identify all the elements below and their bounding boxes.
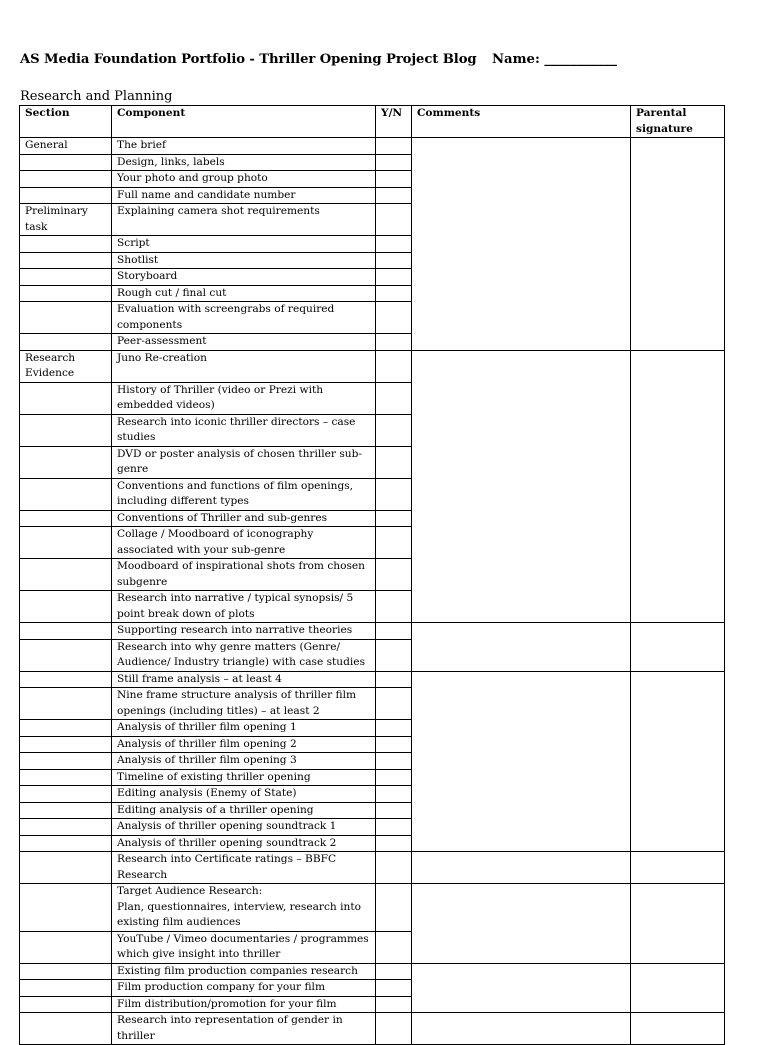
section-cell: [20, 446, 112, 478]
parental-signature-cell[interactable]: [631, 671, 725, 852]
component-cell: Collage / Moodboard of iconography associated with your sub-genre: [112, 527, 376, 559]
table-row: [20, 623, 725, 640]
section-cell: [20, 414, 112, 446]
yn-cell[interactable]: [376, 510, 412, 527]
table-header-row: [20, 106, 725, 138]
yn-cell[interactable]: [376, 884, 412, 932]
yn-cell[interactable]: [376, 720, 412, 737]
section-cell: General: [20, 138, 112, 155]
component-cell: Full name and candidate number: [112, 187, 376, 204]
yn-cell[interactable]: [376, 671, 412, 688]
yn-cell[interactable]: [376, 446, 412, 478]
section-cell: [20, 591, 112, 623]
component-cell: Conventions of Thriller and sub-genres: [112, 510, 376, 527]
yn-cell[interactable]: [376, 478, 412, 510]
section-cell: [20, 802, 112, 819]
section-cell: [20, 884, 112, 932]
table-row: [20, 884, 725, 932]
comments-cell[interactable]: [412, 852, 631, 884]
parental-signature-cell[interactable]: [631, 884, 725, 964]
yn-cell[interactable]: [376, 350, 412, 382]
component-cell: Analysis of thriller opening soundtrack 1: [112, 819, 376, 836]
section-cell: [20, 236, 112, 253]
comments-cell[interactable]: [412, 671, 631, 852]
component-cell: Research into narrative / typical synopsis/ 5 point break down of plots: [112, 591, 376, 623]
table-row: [20, 963, 725, 980]
table-row: [20, 350, 725, 382]
component-cell: Still frame analysis – at least 4: [112, 671, 376, 688]
yn-cell[interactable]: [376, 154, 412, 171]
component-cell: Research into iconic thriller directors – case studies: [112, 414, 376, 446]
yn-cell[interactable]: [376, 688, 412, 720]
component-cell: Analysis of thriller film opening 2: [112, 736, 376, 753]
section-cell: [20, 736, 112, 753]
yn-cell[interactable]: [376, 414, 412, 446]
section-cell: [20, 769, 112, 786]
header-component: Component: [112, 106, 376, 138]
parental-signature-cell[interactable]: [631, 852, 725, 884]
yn-cell[interactable]: [376, 252, 412, 269]
component-cell: Shotlist: [112, 252, 376, 269]
yn-cell[interactable]: [376, 835, 412, 852]
header-section: Section: [20, 106, 112, 138]
component-cell: Conventions and functions of film openings, including different types: [112, 478, 376, 510]
component-cell: Film production company for your film: [112, 980, 376, 997]
yn-cell[interactable]: [376, 302, 412, 334]
section-cell: [20, 671, 112, 688]
section-cell: [20, 623, 112, 640]
component-cell: Film distribution/promotion for your film: [112, 996, 376, 1013]
yn-cell[interactable]: [376, 204, 412, 236]
yn-cell[interactable]: [376, 753, 412, 770]
component-cell: Research into Certificate ratings – BBFC Research: [112, 852, 376, 884]
component-cell: Editing analysis of a thriller opening: [112, 802, 376, 819]
section-cell: [20, 478, 112, 510]
section-cell: [20, 996, 112, 1013]
table-row: [20, 1013, 725, 1045]
comments-cell[interactable]: [412, 623, 631, 672]
component-cell: Your photo and group photo: [112, 171, 376, 188]
comments-cell[interactable]: [412, 884, 631, 964]
yn-cell[interactable]: [376, 980, 412, 997]
yn-cell[interactable]: [376, 527, 412, 559]
yn-cell[interactable]: [376, 963, 412, 980]
component-cell: Script: [112, 236, 376, 253]
comments-cell[interactable]: [412, 138, 631, 351]
yn-cell[interactable]: [376, 236, 412, 253]
section-cell: [20, 639, 112, 671]
section-cell: [20, 269, 112, 286]
section-cell: [20, 171, 112, 188]
component-cell: Rough cut / final cut: [112, 285, 376, 302]
table-row: [20, 671, 725, 688]
section-cell: [20, 154, 112, 171]
parental-signature-cell[interactable]: [631, 350, 725, 623]
parental-signature-cell[interactable]: [631, 1013, 725, 1045]
yn-cell[interactable]: [376, 187, 412, 204]
parental-signature-cell[interactable]: [631, 623, 725, 672]
section-cell: [20, 931, 112, 963]
yn-cell[interactable]: [376, 996, 412, 1013]
component-cell: Moodboard of inspirational shots from chosen subgenre: [112, 559, 376, 591]
component-cell: Research into why genre matters (Genre/ Audience/ Industry triangle) with case studies: [112, 639, 376, 671]
comments-cell[interactable]: [412, 350, 631, 623]
parental-signature-cell[interactable]: [631, 963, 725, 1013]
component-cell: History of Thriller (video or Prezi with embedded videos): [112, 382, 376, 414]
yn-cell[interactable]: [376, 382, 412, 414]
component-cell: Research into representation of gender in thriller: [112, 1013, 376, 1045]
name-field-label: Name: ___________: [492, 52, 617, 67]
section-heading: Research and Planning: [20, 89, 173, 104]
component-cell: YouTube / Vimeo documentaries / programmes which give insight into thriller: [112, 931, 376, 963]
header-yn: Y/N: [376, 106, 412, 138]
component-cell: Evaluation with screengrabs of required components: [112, 302, 376, 334]
yn-cell[interactable]: [376, 931, 412, 963]
section-cell: [20, 835, 112, 852]
checklist-table: [19, 105, 725, 1045]
component-cell: Analysis of thriller film opening 3: [112, 753, 376, 770]
section-cell: [20, 963, 112, 980]
component-cell: Supporting research into narrative theories: [112, 623, 376, 640]
yn-cell[interactable]: [376, 171, 412, 188]
component-cell: Explaining camera shot requirements: [112, 204, 376, 236]
table-row: [20, 138, 725, 155]
component-cell: Existing film production companies research: [112, 963, 376, 980]
component-cell: Peer-assessment: [112, 334, 376, 351]
section-cell: [20, 334, 112, 351]
section-cell: [20, 285, 112, 302]
section-cell: [20, 753, 112, 770]
yn-cell[interactable]: [376, 802, 412, 819]
yn-cell[interactable]: [376, 769, 412, 786]
header-parental-signature: Parental signature: [631, 106, 725, 138]
yn-cell[interactable]: [376, 285, 412, 302]
section-cell: Research Evidence: [20, 350, 112, 382]
section-cell: [20, 819, 112, 836]
table-row: [20, 852, 725, 884]
comments-cell[interactable]: [412, 1013, 631, 1045]
page-title: AS Media Foundation Portfolio - Thriller Opening Project Blog: [20, 52, 477, 67]
section-cell: [20, 187, 112, 204]
yn-cell[interactable]: [376, 736, 412, 753]
yn-cell[interactable]: [376, 559, 412, 591]
section-cell: [20, 510, 112, 527]
section-cell: [20, 1013, 112, 1045]
component-cell: Target Audience Research: Plan, questionnaires, interview, research into existing film audiences: [112, 884, 376, 932]
component-cell: The brief: [112, 138, 376, 155]
section-cell: [20, 559, 112, 591]
component-cell: Editing analysis (Enemy of State): [112, 786, 376, 803]
section-cell: [20, 786, 112, 803]
yn-cell[interactable]: [376, 138, 412, 155]
table-body: [20, 138, 725, 1045]
component-cell: Timeline of existing thriller opening: [112, 769, 376, 786]
comments-cell[interactable]: [412, 963, 631, 1013]
yn-cell[interactable]: [376, 591, 412, 623]
section-cell: [20, 302, 112, 334]
yn-cell[interactable]: [376, 852, 412, 884]
component-cell: DVD or poster analysis of chosen thriller sub-genre: [112, 446, 376, 478]
parental-signature-cell[interactable]: [631, 138, 725, 351]
yn-cell[interactable]: [376, 1013, 412, 1045]
section-cell: [20, 688, 112, 720]
yn-cell[interactable]: [376, 786, 412, 803]
yn-cell[interactable]: [376, 334, 412, 351]
component-cell: Analysis of thriller film opening 1: [112, 720, 376, 737]
yn-cell[interactable]: [376, 819, 412, 836]
component-cell: Nine frame structure analysis of thriller film openings (including titles) – at least 2: [112, 688, 376, 720]
section-cell: [20, 852, 112, 884]
section-cell: [20, 980, 112, 997]
section-cell: Preliminary task: [20, 204, 112, 236]
section-cell: [20, 252, 112, 269]
header-comments: Comments: [412, 106, 631, 138]
component-cell: Design, links, labels: [112, 154, 376, 171]
section-cell: [20, 720, 112, 737]
section-cell: [20, 382, 112, 414]
component-cell: Storyboard: [112, 269, 376, 286]
yn-cell[interactable]: [376, 639, 412, 671]
section-cell: [20, 527, 112, 559]
component-cell: Analysis of thriller opening soundtrack 2: [112, 835, 376, 852]
component-cell: Juno Re-creation: [112, 350, 376, 382]
yn-cell[interactable]: [376, 623, 412, 640]
yn-cell[interactable]: [376, 269, 412, 286]
